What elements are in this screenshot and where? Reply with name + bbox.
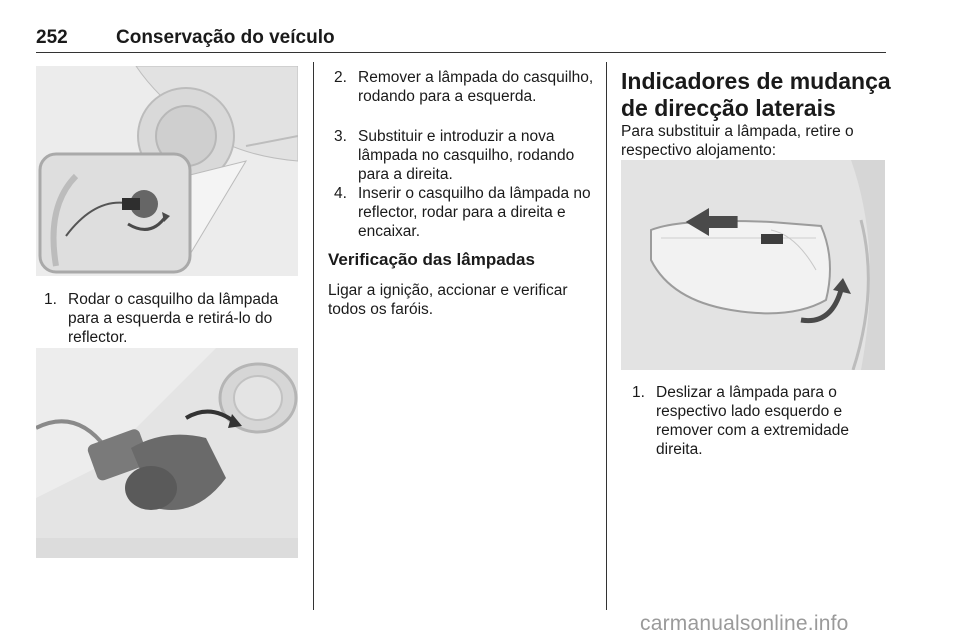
list-item: 1. Rodar o casquilho da lâmpada para a esquerda e retirá-lo do reflector. — [44, 291, 279, 346]
page-number: 252 — [36, 27, 68, 48]
figure-wheel-arch-bulb — [36, 66, 298, 276]
list-item: 1. Deslizar a lâmpada para o respectivo lado esquerdo e remover com a extremidade direita. — [632, 384, 849, 458]
column-divider — [606, 62, 607, 610]
page-title: Indicadores de mudança de direcção laterais — [621, 68, 891, 121]
watermark: carmanualsonline.info — [640, 612, 849, 635]
list-item: 3. Substituir e introduzir a nova lâmpada no casquilho, rodando para a direita. — [334, 128, 575, 183]
list-item: 4. Inserir o casquilho da lâmpada no reflector, rodar para a direita e encaixar. — [334, 185, 591, 240]
paragraph: Para substituir a lâmpada, retire o respectivo alojamento: — [621, 123, 854, 159]
figure-bulb-holder-closeup — [36, 348, 298, 558]
list-item: 2. Remover a lâmpada do casquilho, rodando para a esquerda. — [334, 69, 594, 105]
column-divider — [313, 62, 314, 610]
figure-side-indicator — [621, 160, 885, 370]
paragraph: Ligar a ignição, accionar e verificar todos os faróis. — [328, 282, 568, 318]
section-heading: Verificação das lâmpadas — [328, 250, 535, 269]
section-title: Conservação do veículo — [116, 27, 335, 48]
page-header — [36, 26, 886, 53]
